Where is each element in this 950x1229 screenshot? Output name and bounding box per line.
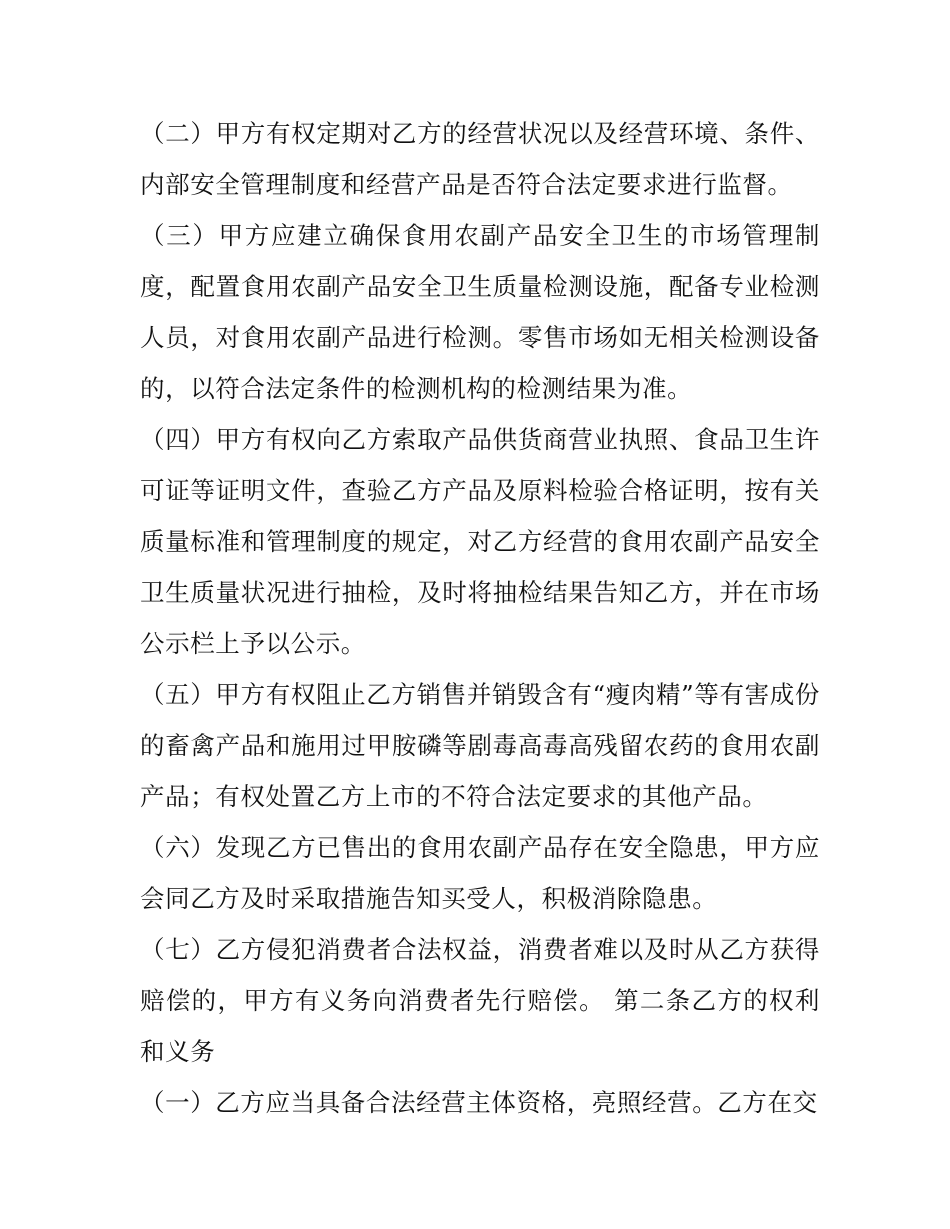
paragraph-5: （五）甲方有权阻止乙方销售并销毁含有“瘦肉精”等有害成份的畜禽产品和施用过甲胺磷等剧毒高毒高残留农药的食用农副产品；有权处置乙方上市的不符合法定要求的其他产品。 [140, 680, 820, 811]
paragraph-4: （四）甲方有权向乙方索取产品供货商营业执照、食品卫生许可证等证明文件，查验乙方产品及原料检验合格证明，按有关质量标准和管理制度的规定，对乙方经营的食用农副产品安全卫生质量状况进行抽检，及时将抽检结果告知乙方，并在市场公示栏上予以公示。 [140, 425, 820, 658]
paragraph-6: （六）发现乙方已售出的食用农副产品存在安全隐患，甲方应会同乙方及时采取措施告知买受人，积极消除隐患。 [140, 833, 820, 913]
paragraph-7: （七）乙方侵犯消费者合法权益，消费者难以及时从乙方获得赔偿的，甲方有义务向消费者先行赔偿。 第二条乙方的权利和义务 [140, 935, 820, 1066]
paragraph-3: （三）甲方应建立确保食用农副产品安全卫生的市场管理制度，配置食用农副产品安全卫生质量检测设施，配备专业检测人员，对食用农副产品进行检测。零售市场如无相关检测设备的，以符合法定条件的检测机构的检测结果为准。 [140, 221, 820, 403]
paragraph-2: （二）甲方有权定期对乙方的经营状况以及经营环境、条件、内部安全管理制度和经营产品是否符合法定要求进行监督。 [140, 119, 820, 199]
paragraph-article2-1: （一）乙方应当具备合法经营主体资格，亮照经营。乙方在交 [140, 1088, 818, 1117]
document-body [140, 108, 820, 1128]
